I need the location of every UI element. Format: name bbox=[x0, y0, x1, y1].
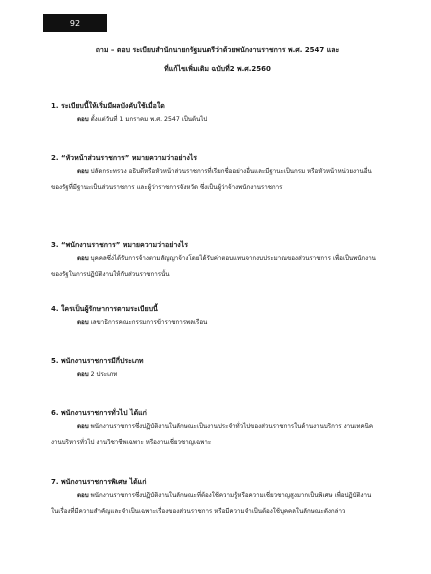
answer-1 bbox=[51, 112, 377, 128]
page-number: 92 bbox=[43, 14, 107, 32]
answer-label: ตอบ bbox=[77, 255, 89, 262]
answer-3 bbox=[51, 251, 377, 283]
answer-text: ปลัดกระทรวง อธิบดีหรือหัวหน้าส่วนราชการที่เรียกชื่ออย่างอื่นและมีฐานะเป็นกรม หรือหัวหน้าหน่วยงานอื่นของรัฐที่มีฐานะเป็นส่วนราชการ และผู้ว่าราชการจังหวัด ซึ่งเป็นผู้ว่าจ้างพนักงานราชการ bbox=[51, 168, 372, 191]
answer-text: พนักงานราชการซึ่งปฏิบัติงานในลักษณะเป็นงานประจำทั่วไปของส่วนราชการในด้านงานบริการ งานเทคนิค งานบริหารทั่วไป งานวิชาชีพเฉพาะ หรืองานเชี่ยวชาญเฉพาะ bbox=[51, 423, 374, 446]
document-title-line-1: ถาม – ตอบ ระเบียบสำนักนายกรัฐมนตรีว่าด้วยพนักงานราชการ พ.ศ. 2547 และ bbox=[95, 46, 340, 54]
question-6: 6. พนักงานราชการทั่วไป ได้แก่ bbox=[51, 409, 147, 417]
answer-text: 2 ประเภท bbox=[90, 371, 118, 378]
answer-text: บุคคลซึ่งได้รับการจ้างตามสัญญาจ้างโดยได้รับค่าตอบแทนจากงบประมาณของส่วนราชการ เพื่อเป็นพนักงานของรัฐในการปฏิบัติงานให้กับส่วนราชการนั้น bbox=[51, 255, 376, 278]
answer-label: ตอบ bbox=[77, 319, 89, 326]
answer-text: พนักงานราชการซึ่งปฏิบัติงานในลักษณะที่ต้องใช้ความรู้หรือความเชี่ยวชาญสูงมากเป็นพิเศษ เพื่อปฏิบัติงานในเรื่องที่มีความสำคัญและจำเป็นเฉพาะเรื่องของส่วนราชการ หรือมีความจำเป็นต้องใช้บุคคลในลักษณะดังกล่าว bbox=[51, 492, 372, 515]
answer-label: ตอบ bbox=[77, 168, 89, 175]
question-4: 4. ใครเป็นผู้รักษาการตามระเบียบนี้ bbox=[51, 305, 158, 313]
answer-5 bbox=[51, 367, 377, 383]
answer-6 bbox=[51, 419, 377, 451]
question-3: 3. “พนักงานราชการ” หมายความว่าอย่างไร bbox=[51, 241, 188, 249]
answer-text: เลขาธิการคณะกรรมการข้าราชการพลเรือน bbox=[90, 319, 208, 326]
question-5: 5. พนักงานราชการมีกี่ประเภท bbox=[51, 357, 144, 365]
answer-4 bbox=[51, 315, 377, 331]
answer-7 bbox=[51, 488, 377, 520]
answer-label: ตอบ bbox=[77, 371, 89, 378]
question-7: 7. พนักงานราชการพิเศษ ได้แก่ bbox=[51, 478, 147, 486]
answer-label: ตอบ bbox=[77, 492, 89, 499]
document-title-line-2: ที่แก้ไขเพิ่มเติม ฉบับที่2 พ.ศ.2560 bbox=[164, 65, 271, 73]
answer-label: ตอบ bbox=[77, 423, 89, 430]
answer-2 bbox=[51, 164, 377, 196]
answer-text: ตั้งแต่วันที่ 1 มกราคม พ.ศ. 2547 เป็นต้นไป bbox=[90, 116, 208, 123]
question-1: 1. ระเบียบนี้ให้เริ่มมีผลบังคับใช้เมื่อใด bbox=[51, 102, 165, 110]
answer-label: ตอบ bbox=[77, 116, 89, 123]
question-2: 2. “หัวหน้าส่วนราชการ” หมายความว่าอย่างไร bbox=[51, 154, 198, 162]
